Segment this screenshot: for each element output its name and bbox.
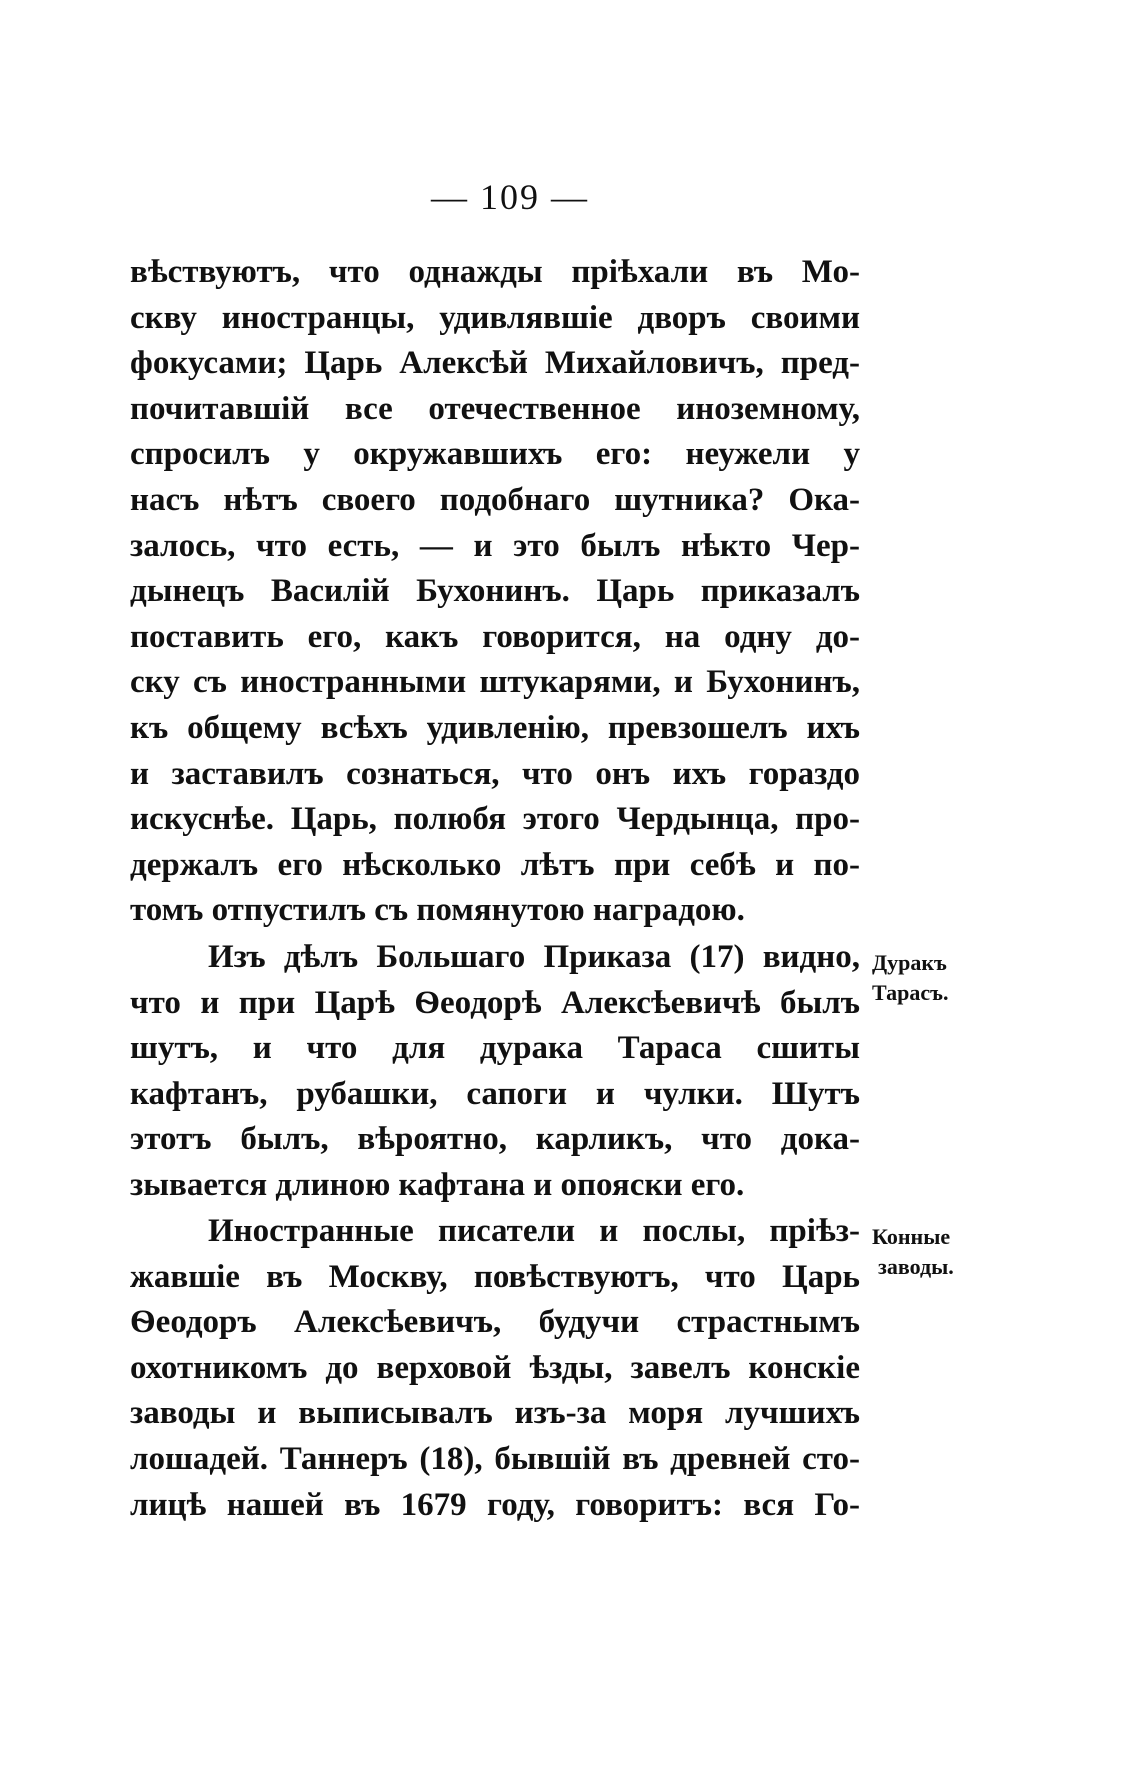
text-line: насъ нѣтъ своего подобнаго шутника? Ока- (130, 481, 860, 518)
text-line: фокусами; Царь Алексѣй Михайловичъ, пред- (130, 345, 860, 382)
text-line: кафтанъ, рубашки, сапоги и чулки. Шутъ (130, 1075, 860, 1112)
paragraph-taras (130, 935, 860, 1209)
text-line: искуснѣе. Царь, полюбя этого Чердынца, про- (130, 801, 860, 838)
text-line: залось, что есть, — и это былъ нѣкто Чер- (130, 527, 860, 564)
text-line: спросилъ у окружавшихъ его: неужели у (130, 436, 860, 473)
text-line: зывается длиною кафтана и опояски его. (130, 1166, 745, 1203)
text-line: скву иностранцы, удивлявшіе дворъ своими (130, 299, 860, 336)
text-line: Иностранные писатели и послы, пріѣз- (208, 1213, 860, 1249)
margin-note-line: Конные (872, 1224, 951, 1249)
text-line: лошадей. Таннеръ (18), бывшій въ древней сто- (130, 1440, 860, 1477)
margin-note-line: Дуракъ (872, 950, 947, 975)
text-line: этотъ былъ, вѣроятно, карликъ, что дока- (130, 1121, 860, 1158)
text-line: поставить его, какъ говорится, на одну до- (130, 618, 860, 655)
text-line: Изъ дѣлъ Большаго Приказа (17) видно, (208, 939, 860, 975)
text-line: шутъ, и что для дурака Тараса сшиты (130, 1030, 860, 1067)
margin-note-line: Тарасъ. (872, 980, 949, 1005)
margin-note-taras (872, 948, 982, 1008)
text-line: жавшіе въ Москву, повѣствуютъ, что Царь (130, 1258, 860, 1295)
margin-note-line: заводы. (878, 1254, 954, 1279)
text-line: къ общему всѣхъ удивленію, превзошелъ ихъ (130, 709, 860, 746)
text-line: держалъ его нѣсколько лѣтъ при себѣ и по- (130, 846, 860, 883)
text-line: почитавшій все отечественное иноземному, (130, 390, 860, 427)
text-line: что и при Царѣ Ѳеодорѣ Алексѣевичѣ былъ (130, 984, 860, 1021)
text-line: ску съ иностранными штукарями, и Бухонинъ, (130, 664, 860, 701)
margin-note-horse-farms (872, 1222, 982, 1282)
text-line: вѣствуютъ, что однажды пріѣхали въ Мо- (130, 254, 860, 290)
page-number: — 109 — (431, 177, 589, 217)
text-line: Ѳеодоръ Алексѣевичъ, будучи страстнымъ (130, 1304, 860, 1341)
text-line: томъ отпустилъ съ помянутою наградою. (130, 892, 745, 929)
text-line: заводы и выписывалъ изъ-за моря лучшихъ (130, 1395, 860, 1432)
text-line: охотникомъ до верховой ѣзды, завелъ конскіе (130, 1349, 860, 1386)
paragraph-horse-farms (130, 1209, 860, 1528)
text-line: дынецъ Василій Бухонинъ. Царь приказалъ (130, 573, 860, 610)
paragraph-continuation (130, 250, 860, 934)
text-line: лицѣ нашей въ 1679 году, говоритъ: вся Го- (130, 1486, 860, 1523)
text-line: и заставилъ сознаться, что онъ ихъ гораздо (130, 755, 860, 792)
